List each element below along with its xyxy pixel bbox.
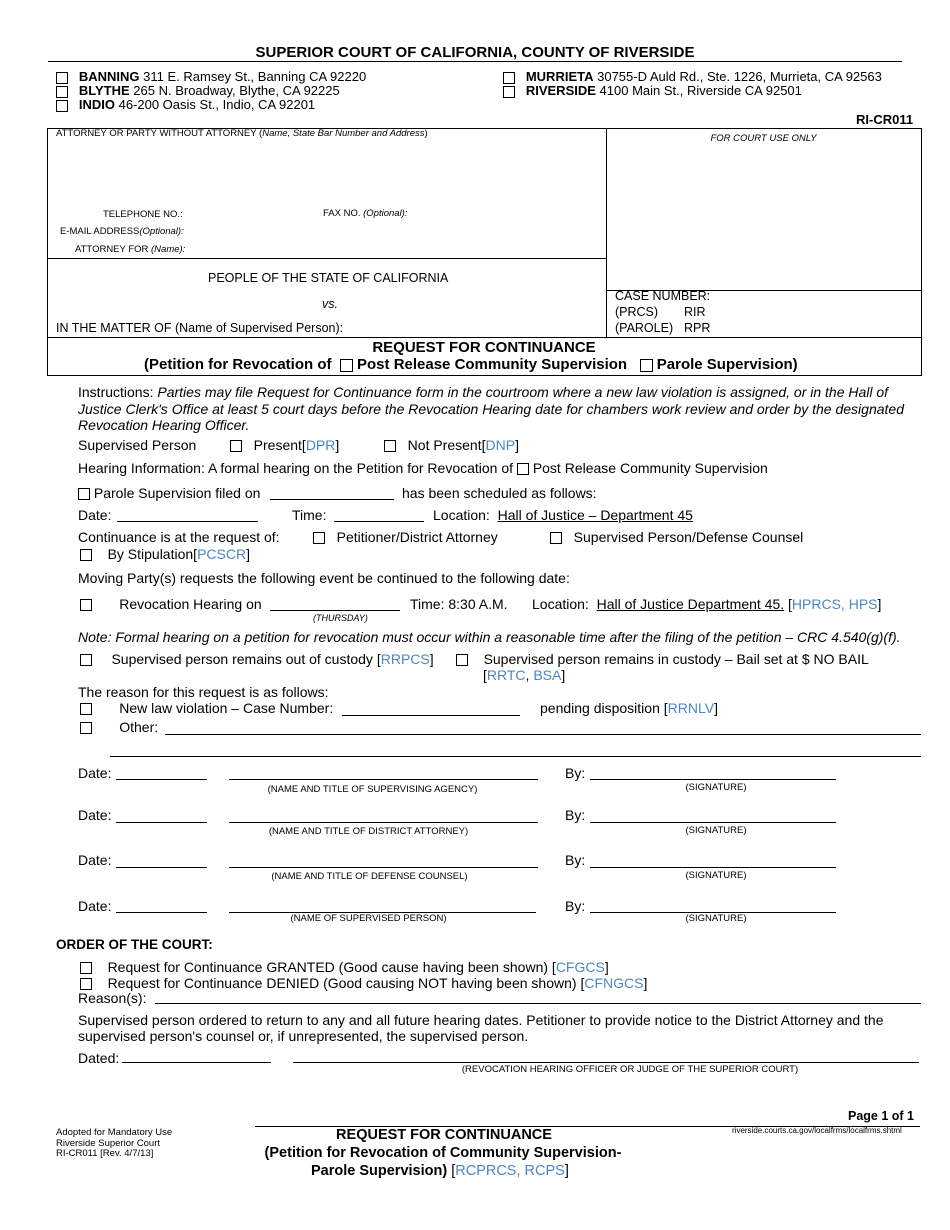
hearing-info: Hearing Information: A formal hearing on the Petition for Revocation of Post Release Community Supervision	[78, 460, 768, 476]
sig-date-field[interactable]	[116, 912, 207, 913]
form-subtitle: (Petition for Revocation of Post Release Community Supervision Parole Supervision)	[144, 356, 798, 373]
present-checkbox[interactable]	[230, 440, 242, 452]
fax-label: FAX NO. (Optional):	[323, 208, 408, 219]
not-present-checkbox[interactable]	[384, 440, 396, 452]
sig-date-label: Date:	[78, 807, 112, 823]
blythe-checkbox[interactable]	[56, 86, 68, 98]
revocation-hearing-checkbox[interactable]	[80, 599, 92, 611]
time-label: Time:	[292, 507, 327, 523]
sig-date-label: Date:	[78, 765, 112, 781]
da-caption: (NAME AND TITLE OF DISTRICT ATTORNEY)	[268, 826, 469, 837]
sig-date-field[interactable]	[116, 867, 207, 868]
email-label: E-MAIL ADDRESS(Optional):	[60, 226, 184, 237]
sig-date-field[interactable]	[116, 822, 207, 823]
petitioner-option: Petitioner/District Attorney	[313, 529, 498, 545]
order-heading: ORDER OF THE COURT:	[56, 937, 213, 952]
request-of-label: Continuance is at the request of:	[78, 529, 280, 545]
prcs-label: (PRCS)	[615, 305, 659, 319]
location-label: Location: Hall of Justice – Department 45	[433, 507, 693, 523]
prcs-hearing-checkbox[interactable]	[517, 463, 529, 475]
header-rule	[48, 61, 902, 62]
in-custody-codes: [RRTC, BSA]	[483, 667, 566, 683]
adopted-text: Adopted for Mandatory Use Riverside Superior Court RI-CR011 [Rev. 4/7/13]	[56, 1127, 173, 1159]
reasons-field[interactable]	[155, 1003, 921, 1004]
location-address: 30755-D Auld Rd., Ste. 1226, Murrieta, CA 92563	[597, 69, 882, 84]
form-title: REQUEST FOR CONTINUANCE	[372, 339, 596, 356]
footer-title-3: Parole Supervision) [RCPRCS, RCPS]	[311, 1163, 569, 1179]
granted-option: Request for Continuance GRANTED (Good cause having been shown) [CFGCS]	[80, 959, 609, 975]
other-checkbox[interactable]	[80, 722, 92, 734]
indio-checkbox[interactable]	[56, 100, 68, 112]
sig-by-label: By:	[565, 852, 586, 868]
case-number-label: CASE NUMBER:	[615, 289, 711, 303]
telephone-label: TELEPHONE NO.:	[103, 209, 183, 220]
signature-caption: (SIGNATURE)	[685, 825, 747, 836]
matter-label: IN THE MATTER OF (Name of Supervised Person):	[56, 321, 344, 335]
pending-label: pending disposition [RRNLV]	[540, 700, 718, 716]
banning-checkbox[interactable]	[56, 72, 68, 84]
sig-by-label: By:	[565, 807, 586, 823]
title-rule	[47, 337, 921, 338]
rir-label: RIR	[684, 305, 706, 319]
location-address: 46-200 Oasis St., Indio, CA 92201	[118, 97, 316, 112]
other-reason-field[interactable]	[165, 734, 921, 735]
location-address: 311 E. Ramsey St., Banning CA 92220	[143, 69, 367, 84]
location-name: MURRIETA	[525, 69, 594, 84]
location-name: RIVERSIDE	[525, 83, 596, 98]
officer-caption: (REVOCATION HEARING OFFICER OR JUDGE OF THE SUPERIOR COURT)	[461, 1064, 799, 1075]
granted-checkbox[interactable]	[80, 962, 92, 974]
location-banning	[56, 69, 366, 84]
in-custody-option: Supervised person remains in custody – Bail set at $ NO BAIL	[456, 651, 869, 667]
location-murrieta	[503, 69, 882, 84]
footer-title-1: REQUEST FOR CONTINUANCE	[336, 1127, 552, 1143]
sig-date-label: Date:	[78, 852, 112, 868]
defense-option: Supervised Person/Defense Counsel	[550, 529, 803, 545]
present-option: Present[DPR]	[230, 437, 339, 453]
sig-by-label: By:	[565, 898, 586, 914]
reason-intro: The reason for this request is as follows:	[78, 684, 329, 700]
attorney-label: ATTORNEY OR PARTY WITHOUT ATTORNEY (Name, State Bar Number and Address)	[56, 128, 428, 139]
out-custody-checkbox[interactable]	[80, 654, 92, 666]
court-title: SUPERIOR COURT OF CALIFORNIA, COUNTY OF RIVERSIDE	[255, 44, 695, 61]
time-value: Time: 8:30 A.M.	[410, 596, 508, 612]
parole-filed-row: Parole Supervision filed on	[78, 485, 260, 501]
sig-date-label: Date:	[78, 898, 112, 914]
caption-divider	[606, 128, 607, 338]
court-use-label: FOR COURT USE ONLY	[710, 133, 817, 144]
sig-date-field[interactable]	[116, 779, 207, 780]
murrieta-checkbox[interactable]	[503, 72, 515, 84]
new-law-checkbox[interactable]	[80, 703, 92, 715]
location-name: BLYTHE	[78, 83, 130, 98]
page-number: Page 1 of 1	[848, 1109, 914, 1123]
counsel-signature-field[interactable]	[590, 867, 836, 868]
in-custody-checkbox[interactable]	[456, 654, 468, 666]
hearing-date-field[interactable]	[117, 521, 258, 522]
da-signature-field[interactable]	[590, 822, 836, 823]
reasons-label: Reason(s):	[78, 990, 147, 1006]
location-riverside	[503, 83, 802, 98]
other-option: Other:	[80, 719, 158, 735]
people-label: PEOPLE OF THE STATE OF CALIFORNIA	[208, 271, 449, 285]
prcs-title-checkbox[interactable]	[340, 359, 353, 372]
dated-label: Dated:	[78, 1050, 120, 1066]
da-name-field[interactable]	[229, 822, 538, 823]
instructions: Instructions: Parties may file Request for Continuance form in the courtroom where a new law violation is assigned, or in the Hall of Justice Clerk's Office at least 5 court days before the Revocation Hearing date for chambers work review and order by the designated Revocation Hearing Officer.	[78, 384, 904, 433]
revocation-date-field[interactable]	[270, 610, 400, 611]
rpr-label: RPR	[684, 321, 711, 335]
signature-caption: (SIGNATURE)	[685, 870, 747, 881]
note-text: Note: Formal hearing on a petition for revocation must occur within a reasonable time after the filing of the petition – CRC 4.540(g)(f).	[78, 629, 901, 645]
denied-option: Request for Continuance DENIED (Good causing NOT having been shown) [CFNGCS]	[80, 975, 647, 991]
location-indio	[56, 97, 315, 112]
location-address: 265 N. Broadway, Blythe, CA 92225	[133, 83, 340, 98]
officer-signature-field[interactable]	[293, 1062, 919, 1063]
scheduled-label: has been scheduled as follows:	[402, 485, 597, 501]
form-id: RI-CR011	[856, 112, 914, 127]
signature-caption: (SIGNATURE)	[685, 913, 747, 924]
attorney-for-label: ATTORNEY FOR (Name):	[75, 244, 186, 255]
footer-title-2: (Petition for Revocation of Community Supervision-	[264, 1145, 622, 1161]
agency-caption: (NAME AND TITLE OF SUPERVISING AGENCY)	[267, 784, 478, 795]
date-label: Date:	[78, 507, 112, 523]
sig-by-label: By:	[565, 765, 586, 781]
location-blythe	[56, 83, 340, 98]
thursday-caption: (THURSDAY)	[313, 613, 368, 623]
petitioner-checkbox[interactable]	[313, 532, 325, 544]
moving-party-label: Moving Party(s) requests the following event be continued to the following date:	[78, 570, 570, 586]
footer-url[interactable]: riverside.courts.ca.gov/localfrms/localfrms.shtml	[732, 1126, 902, 1135]
counsel-caption: (NAME AND TITLE OF DEFENSE COUNSEL)	[271, 871, 468, 882]
parole-title-checkbox[interactable]	[640, 359, 653, 372]
location2-row: Location: Hall of Justice Department 45. [HPRCS, HPS]	[532, 596, 882, 612]
agency-name-field[interactable]	[229, 779, 538, 780]
parole-filed-checkbox[interactable]	[78, 488, 90, 500]
person-caption: (NAME OF SUPERVISED PERSON)	[290, 913, 447, 924]
parole-label: (PAROLE)	[615, 321, 674, 335]
signature-caption: (SIGNATURE)	[685, 782, 747, 793]
counsel-name-field[interactable]	[229, 867, 538, 868]
location-address: 4100 Main St., Riverside CA 92501	[599, 83, 802, 98]
out-custody-option: Supervised person remains out of custody [RRPCS]	[80, 651, 434, 667]
order-text: Supervised person ordered to return to any and all future hearing dates. Petitioner to provide notice to the District Attorney and the supervised person's counsel or, if unrepresented, the supervised person.	[78, 1012, 884, 1044]
denied-checkbox[interactable]	[80, 978, 92, 990]
defense-checkbox[interactable]	[550, 532, 562, 544]
not-present-option: Not Present[DNP]	[384, 437, 519, 453]
revocation-hearing-row: Revocation Hearing on	[80, 596, 262, 612]
location-name: BANNING	[78, 69, 140, 84]
case-number-field[interactable]	[342, 715, 520, 716]
agency-signature-field[interactable]	[590, 779, 836, 780]
vs-label: vs.	[322, 297, 338, 311]
other-reason-field-2[interactable]	[110, 756, 921, 757]
stipulation-option: By Stipulation[PCSCR]	[80, 546, 250, 562]
location-name: INDIO	[78, 97, 115, 112]
supervised-person-label: Supervised Person	[78, 437, 197, 453]
stipulation-checkbox[interactable]	[80, 549, 92, 561]
riverside-checkbox[interactable]	[503, 86, 515, 98]
filed-date-field[interactable]	[270, 499, 394, 500]
dated-field[interactable]	[122, 1062, 271, 1063]
new-law-option: New law violation – Case Number:	[80, 700, 333, 716]
attorney-section-rule	[47, 258, 607, 259]
hearing-time-field[interactable]	[334, 521, 424, 522]
